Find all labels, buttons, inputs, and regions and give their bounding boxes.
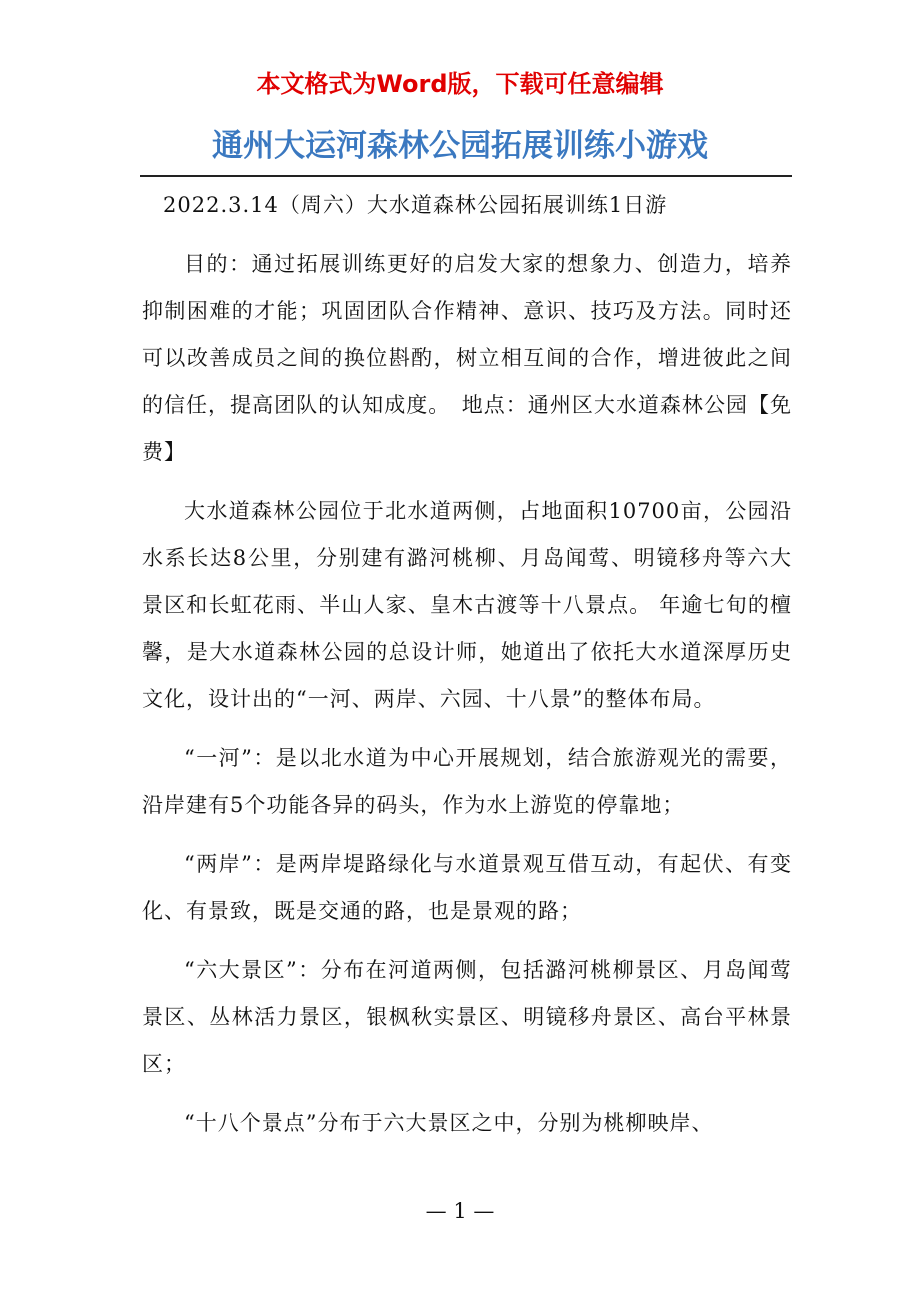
one-river-paragraph: “一河”：是以北水道为中心开展规划，结合旅游观光的需要，沿岸建有5个功能各异的码头，作为水上游览的停靠地；: [142, 746, 792, 817]
document-body: [142, 182, 792, 1147]
document-title: 通州大运河森林公园拓展训练小游戏: [212, 128, 708, 164]
date-line: 2022.3.14（周六）大水道森林公园拓展训练1日游: [163, 193, 668, 217]
six-areas-paragraph: “六大景区”：分布在河道两侧，包括潞河桃柳景区、月岛闻莺景区、丛林活力景区，银枫秋实景区、明镜移舟景区、高台平林景区；: [142, 958, 792, 1076]
word-format-banner: 本文格式为Word版，下载可任意编辑: [256, 70, 664, 98]
park-intro-paragraph: 大水道森林公园位于北水道两侧，占地面积10700亩，公园沿水系长达8公里，分别建有潞河桃柳、月岛闻莺、明镜移舟等六大景区和长虹花雨、半山人家、皇木古渡等十八景点。 年逾七旬的檀馨，是大水道森林公园的总设计师，她道出了依托大水道深厚历史文化，设计出的“一河、两岸、六园、十八景”的整体布局。: [142, 499, 792, 711]
page-number: — 1 —: [425, 1199, 495, 1223]
title-divider: [140, 175, 792, 177]
purpose-paragraph: 目的：通过拓展训练更好的启发大家的想象力、创造力，培养抑制困难的才能；巩固团队合作精神、意识、技巧及方法。同时还可以改善成员之间的换位斟酌，树立相互间的合作，增进彼此之间的信任，提高团队的认知成度。 地点：通州区大水道森林公园【免费】: [142, 252, 792, 464]
eighteen-spots-paragraph: “十八个景点”分布于六大景区之中，分别为桃柳映岸、: [184, 1111, 714, 1135]
two-banks-paragraph: “两岸”：是两岸堤路绿化与水道景观互借互动，有起伏、有变化、有景致，既是交通的路，也是景观的路；: [142, 852, 792, 923]
